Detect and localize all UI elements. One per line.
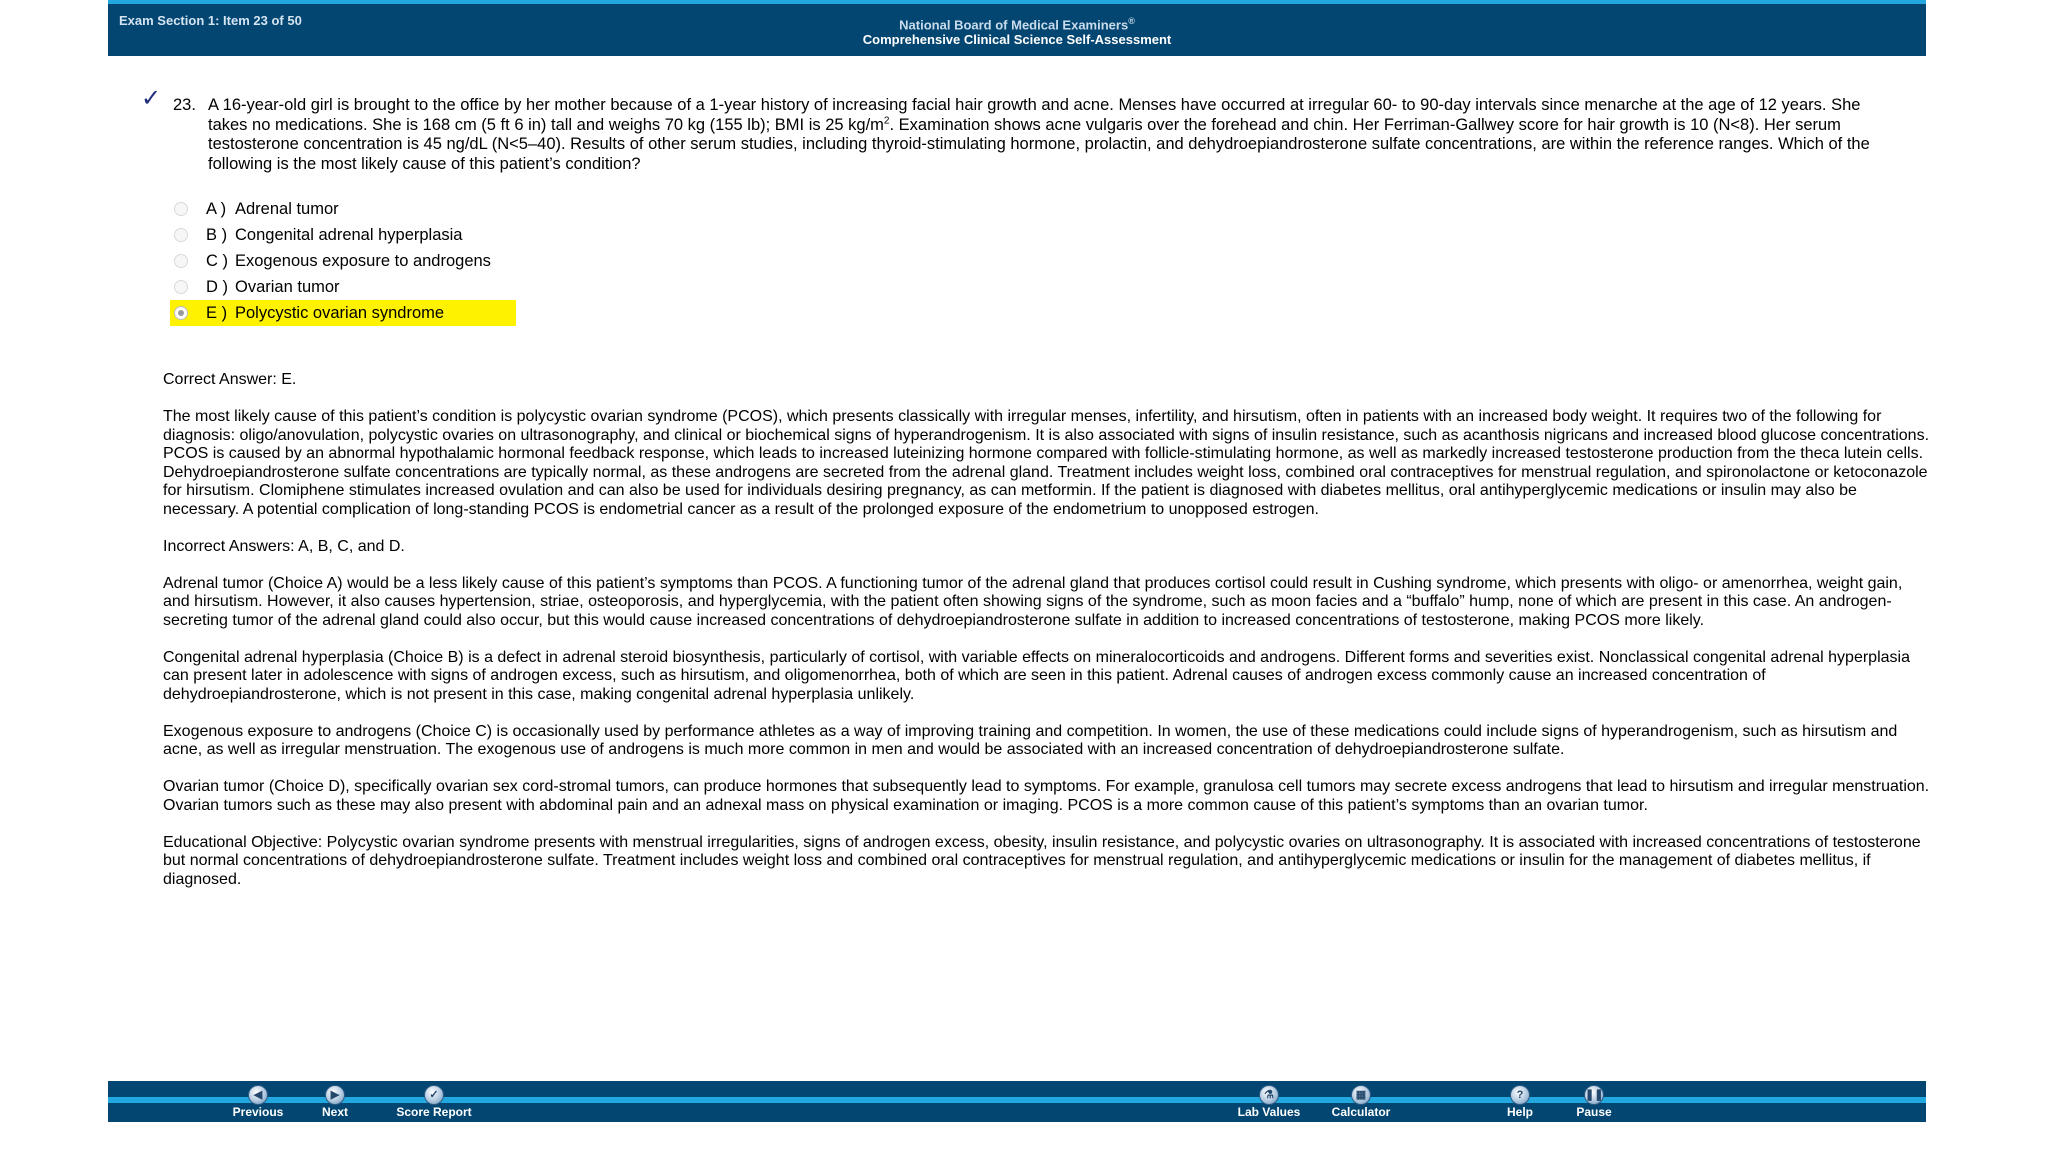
choice-text: Adrenal tumor [235,200,339,218]
calculator-label: Calculator [1331,1105,1391,1119]
registered-mark: ® [1128,16,1135,26]
radio-button[interactable] [174,228,188,242]
choice-letter: C ) [206,252,228,270]
bottom-toolbar [108,1081,1926,1122]
calculator-icon: ▦ [1351,1085,1371,1105]
radio-button-selected[interactable] [174,306,188,320]
answered-check-icon: ✓ [141,85,162,112]
radio-button[interactable] [174,254,188,268]
choice-letter: A ) [206,200,227,218]
explanation-paragraph: The most likely cause of this patient’s condition is polycystic ovarian syndrome (PCOS), which presents classically with irregular menses, infertility, and hirsutism, often in patients with an increased body weight. It requires two of the following for diagnosis: oligo/anovulation, polycystic ovaries on ultrasonography, and clinical or biochemical signs of hyperandrogenism. It is also associated with signs of insulin resistance, such as acanthosis nigricans and increased blood glucose concentrations. PCOS is caused by an abnormal hypothalamic hormonal feedback response, which leads to increased luteinizing hormone compared with follicle-stimulating hormone, as well as markedly increased testosterone production from the theca lutein cells. Dehydroepiandrosterone sulfate concentrations are typically normal, as these androgens are secreted from the adrenal gland. Treatment includes weight loss, combined oral contraceptives for menstrual regulation, and spironolactone or ketoconazole for hirsutism. Clomiphene stimulates increased ovulation and can also be used for individuals desiring pregnancy, as can metformin. If the patient is diagnosed with diabetes mellitus, oral antihyperglycemic medications or insulin may also be necessary. A potential complication of long-standing PCOS is endometrial cancer as a result of the prolonged exposure of the endometrium to unopposed estrogen. [163,408,1930,518]
help-icon: ? [1510,1085,1530,1105]
lab-values-icon: ⚗ [1259,1085,1279,1105]
lab-values-label: Lab Values [1237,1105,1301,1119]
choice-text: Congenital adrenal hyperplasia [235,226,463,244]
score-report-button[interactable] [389,1085,479,1119]
choice-text: Exogenous exposure to androgens [235,252,491,270]
stem-text-2: . Examination shows acne vulgaris over the forehead and chin. Her Ferriman-Gallwey score for hair growth is 10 (N<8). Her serum testosterone concentration is 45 ng/dL (N<5–40). Results of other serum studies, including thyroid-stimulating hormone, prolactin, and dehydroepiandrosterone sulfate concentrations, are within the reference ranges. Which of the following is the most likely cause of this patient’s condition? [208,115,1870,173]
educational-objective: Educational Objective: Polycystic ovarian syndrome presents with menstrual irregularities, signs of androgen excess, obesity, insulin resistance, and polycystic ovaries on ultrasonography. It is associated with increased concentrations of testosterone but normal concentrations of dehydroepiandrosterone sulfate. Treatment includes weight loss and combined oral contraceptives for menstrual regulation, and antihyperglycemic medications or insulin for the management of diabetes mellitus, if diagnosed. [163,833,1921,888]
explanation-paragraph: Exogenous exposure to androgens (Choice C) is occasionally used by performance athletes as a way of improving training and competition. In women, the use of these medications could include signs of hyperandrogenism, such as hirsutism and acne, as well as irregular menstruation. The exogenous use of androgens is much more common in men and would be associated with an increased concentration of dehydroepiandrosterone sulfate. [163,722,1898,758]
exam-header [108,0,1926,56]
explanation [163,371,1933,908]
choice-b[interactable] [170,222,516,248]
arrow-left-icon: ◀ [248,1085,268,1105]
org-name: National Board of Medical Examiners [899,17,1129,33]
item-counter: Exam Section 1: Item 23 of 50 [119,13,302,28]
radio-button[interactable] [174,280,188,294]
pause-button[interactable] [1549,1085,1639,1119]
arrow-right-icon: ▶ [325,1085,345,1105]
next-label: Next [321,1105,348,1119]
toolbar-stripe [108,1097,1926,1103]
answer-choices [170,196,516,326]
choice-a[interactable] [170,196,516,222]
radio-button[interactable] [174,202,188,216]
next-button[interactable] [290,1085,380,1119]
lab-values-button[interactable] [1224,1085,1314,1119]
report-icon: ✓ [424,1085,444,1105]
choice-letter: E ) [206,304,228,322]
choice-e[interactable] [170,300,516,326]
exam-title-block [108,14,1926,47]
explanation-paragraph: Ovarian tumor (Choice D), specifically ovarian sex cord-stromal tumors, can produce hormones that subsequently lead to symptoms. For example, granulosa cell tumors may secrete excess androgens that lead to hirsutism and irregular menstruation. Ovarian tumors such as these may also present with abdominal pain and an adnexal mass on physical examination or imaging. PCOS is a more common cause of this patient’s symptoms than an ovarian tumor. [163,778,1930,814]
choice-letter: B ) [206,226,228,244]
incorrect-answers-label: Incorrect Answers: A, B, C, and D. [163,537,405,555]
correct-answer-label: Correct Answer: E. [163,371,297,388]
calculator-button[interactable] [1316,1085,1406,1119]
choice-text: Polycystic ovarian syndrome [235,304,445,322]
pause-icon: ❚❚ [1584,1085,1604,1105]
explanation-paragraph: Congenital adrenal hyperplasia (Choice B) is a defect in adrenal steroid biosynthesis, particularly of cortisol, with variable effects on mineralocorticoids and androgens. Different forms and severities exist. Nonclassical congenital adrenal hyperplasia can present later in adolescence with signs of androgen excess, such as hirsutism, and oligomenorrhea, both of which are seen in this patient. Adrenal causes of androgen excess commonly cause an increased concentration of dehydroepiandrosterone, which is not present in this case, making congenital adrenal hyperplasia unlikely. [163,648,1910,703]
score-report-label: Score Report [396,1105,472,1119]
exam-title: Comprehensive Clinical Science Self-Assessment [862,32,1172,48]
explanation-paragraph: Adrenal tumor (Choice A) would be a less likely cause of this patient’s symptoms than PCOS. A functioning tumor of the adrenal gland that produces cortisol could result in Cushing syndrome, which presents with oligo- or amenorrhea, weight gain, and hirsutism. However, it also causes hypertension, striae, osteoporosis, and hyperglycemia, with the patient often showing signs of the syndrome, such as moon facies and a “buffalo” hump, none of which are present in this case. An androgen-secreting tumor of the adrenal gland could also occur, but this would cause increased concentrations of dehydroepiandrosterone sulfate in addition to increased concentrations of testosterone, making PCOS more likely. [163,574,1903,629]
choice-letter: D ) [206,278,228,296]
choice-d[interactable] [170,274,516,300]
question-stem [208,96,1898,174]
question-number: 23. [173,96,196,114]
choice-text: Ovarian tumor [235,278,340,296]
stem-text-1: A 16-year-old girl is brought to the office by her mother because of a 1-year history of increasing facial hair growth and acne. Menses have occurred at irregular 60- to 90-day intervals since menarche at the age of 12 years. She takes no medications. She is 168 cm (5 ft 6 in) tall and weighs 70 kg (155 lb); BMI is 25 kg/m [208,96,1861,134]
pause-label: Pause [1576,1105,1612,1119]
choice-c[interactable] [170,248,516,274]
previous-label: Previous [232,1105,284,1119]
help-label: Help [1506,1105,1533,1119]
stem-superscript: 2 [883,115,890,126]
